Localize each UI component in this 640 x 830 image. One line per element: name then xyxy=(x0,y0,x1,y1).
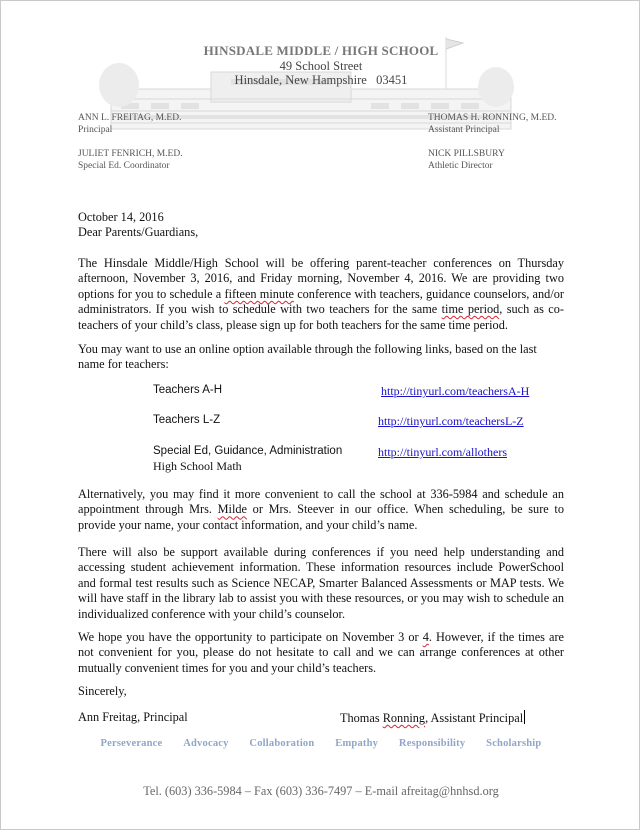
grammar-flag: 4 xyxy=(422,630,429,644)
value-scholarship: Scholarship xyxy=(486,738,542,749)
staff-athletic-director xyxy=(428,148,505,172)
link-teachers-l-z[interactable]: http://tinyurl.com/teachersL-Z xyxy=(378,414,524,428)
link-label-teachers-a-h: Teachers A-H xyxy=(153,384,223,396)
salutation: Dear Parents/Guardians, xyxy=(78,225,199,239)
link-label-all-others: Special Ed, Guidance, Administration xyxy=(153,445,343,457)
value-perseverance: Perseverance xyxy=(100,738,163,749)
staff-principal xyxy=(78,112,181,136)
school-name: HINSDALE MIDDLE / HIGH SCHOOL xyxy=(203,43,439,58)
link-label-teachers-l-z: Teachers L-Z xyxy=(153,414,221,426)
value-responsibility: Responsibility xyxy=(398,738,466,749)
link-all-others[interactable]: http://tinyurl.com/allothers xyxy=(378,445,507,459)
paragraph-online-option: You may want to use an online option available through the following links, based on the last name for teachers: xyxy=(78,342,537,372)
contact-footer: Tel. (603) 336-5984 – Fax (603) 336-7497 – E-mail afreitag@hnhsd.org xyxy=(143,784,499,798)
paragraph-phone-option: Alternatively, you may find it more convenient to call the school at 336-5984 and schedule an appointment through Mrs. Milde or Mrs. Steever in our office. When scheduling, be sure to provide your name, your contact information, and your child’s name. xyxy=(78,487,564,532)
letter-date: October 14, 2016 xyxy=(78,210,164,224)
spelling-flag: fifteen minute xyxy=(224,286,294,301)
staff-assistant-principal xyxy=(428,112,557,136)
paragraph-closing: We hope you have the opportunity to participate on November 3 or 4. However, if the times are not convenient for you, please do not hesitate to call and we can arrange conferences at other mutually convenient times for you and your child’s teachers. xyxy=(78,630,564,675)
text-cursor xyxy=(524,710,525,724)
staff-title: Special Ed. Coordinator xyxy=(78,161,170,171)
signature-assistant-principal: Thomas Ronning, Assistant Principal xyxy=(340,711,524,725)
school-street: 49 School Street xyxy=(279,59,363,73)
staff-name: JULIET FENRICH, M.ED. xyxy=(78,149,183,159)
paragraph-support: There will also be support available during conferences if you need help understanding and accessing student achievement information. These information resources include PowerSchool and formal test results such as Science NECAP, Smarter Balanced Assessments or MAP tests. We will have staff in the library lab to assist you with these resources, or you may wish to schedule an individualized conference with your child’s counselor. xyxy=(78,545,564,621)
staff-sped-coordinator xyxy=(78,148,183,172)
staff-title: Principal xyxy=(78,125,113,135)
school-city: Hinsdale, New Hampshire 03451 xyxy=(234,73,408,87)
staff-title: Assistant Principal xyxy=(428,125,500,135)
spelling-flag: Ronning xyxy=(382,711,426,725)
grammar-flag: time period xyxy=(441,302,500,317)
staff-title: Athletic Director xyxy=(428,161,493,171)
staff-name: THOMAS H. RONNING, M.ED. xyxy=(428,113,557,123)
staff-name: ANN L. FREITAG, M.ED. xyxy=(78,113,182,123)
core-values xyxy=(1,738,640,749)
link-label-all-others-line2: High School Math xyxy=(153,459,242,473)
spelling-flag: Milde xyxy=(217,502,247,517)
value-advocacy: Advocacy xyxy=(183,738,229,749)
value-collaboration: Collaboration xyxy=(249,738,315,749)
signature-principal: Ann Freitag, Principal xyxy=(78,710,188,724)
value-empathy: Empathy xyxy=(335,738,379,749)
closing: Sincerely, xyxy=(78,684,127,698)
link-teachers-a-h[interactable]: http://tinyurl.com/teachersA-H xyxy=(381,384,530,398)
paragraph-intro: The Hinsdale Middle/High School will be offering parent-teacher conferences on Thursday afternoon, November 3, 2016, and Friday morning, November 4, 2016. We are providing two options for you to schedule a fifteen minute conference with teachers, guidance counselors, and/or administrators. If you wish to schedule with two teachers for the same time period, such as co-teachers of your child’s class, please sign up for both teachers for the same time period. xyxy=(78,256,564,332)
staff-name: NICK PILLSBURY xyxy=(428,149,505,159)
